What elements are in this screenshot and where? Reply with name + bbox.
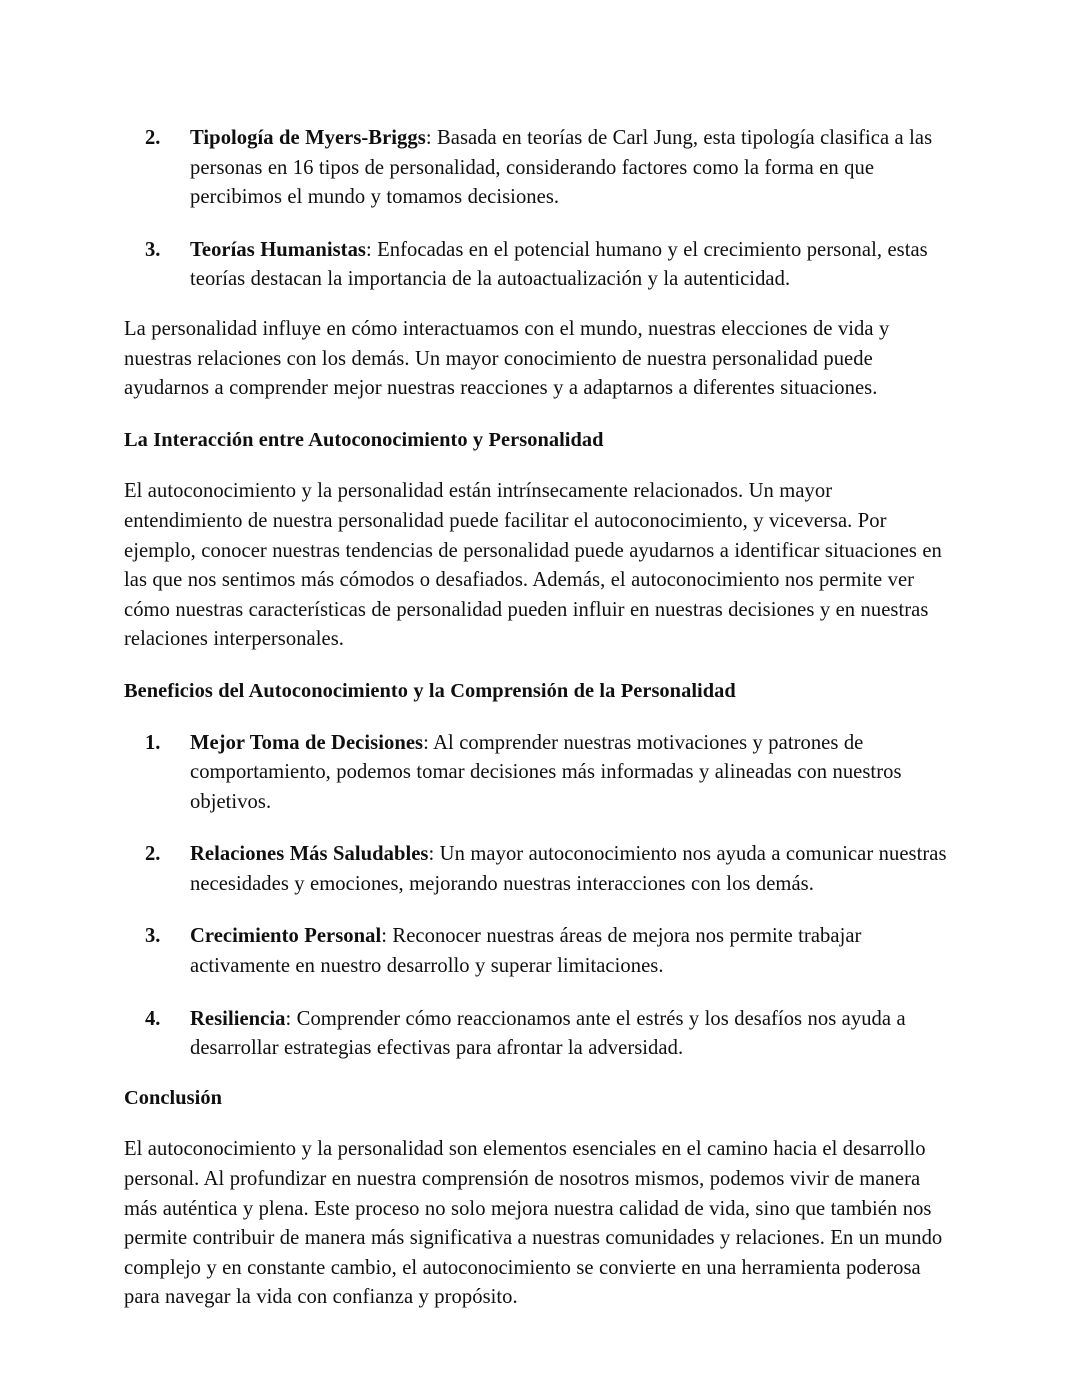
document-content [124,124,950,1313]
list-item-text [190,124,950,213]
list-item-marker: 3. [145,925,161,948]
list-item [124,236,950,295]
list-item-marker: 2. [145,127,161,149]
list-item-term: Teorías Humanistas [190,238,366,261]
list-item [124,124,950,213]
list-item-text [190,1005,950,1064]
list-item-body: : Un mayor autoconocimiento nos ayuda a comunicar nuestras necesidades y emociones, mejorando nuestras interacciones con los demás. [190,843,947,895]
paragraph-personalidad: La personalidad influye en cómo interactuamos con el mundo, nuestras elecciones de vida y nuestras relaciones con los demás. Un mayor conocimiento de nuestra personalidad puede ayudarnos a comprender mejor nuestras reacciones y a adaptarnos a diferentes situaciones. [124,317,890,400]
spacer [124,1064,950,1084]
paragraph-interaccion: El autoconocimiento y la personalidad están intrínsecamente relacionados. Un mayor entendimiento de nuestra personalidad puede facilitar el autoconocimiento, y viceversa. Por ejemplo, conocer nuestras tendencias de personalidad puede ayudarnos a identificar situaciones en las que nos sentimos más cómodos o desafiados. Además, el autoconocimiento nos permite ver cómo nuestras características de personalidad pueden influir en nuestras decisiones y en nuestras relaciones interpersonales. [124,480,942,651]
paragraph-conclusion: El autoconocimiento y la personalidad son elementos esenciales en el camino hacia el desarrollo personal. Al profundizar en nuestra comprensión de nosotros mismos, podemos vivir de manera más auténtica y plena. Este proceso no solo mejora nuestra calidad de vida, sino que también nos permite contribuir de manera más significativa a nuestras comunidades y relaciones. En un mundo complejo y en constante cambio, el autoconocimiento se convierte en una herramienta poderosa para navegar la vida con confianza y propósito. [124,1138,943,1309]
list-item-text [190,236,950,295]
list-item-text [190,922,950,981]
list-item-body: : Basada en teorías de Carl Jung, esta tipología clasifica a las personas en 16 tipos de personalidad, considerando factores como la forma en que percibimos el mundo y tomamos decisiones. [190,127,933,209]
heading-interaccion: La Interacción entre Autoconocimiento y Personalidad [124,428,604,451]
list-item [124,729,950,818]
heading-conclusion: Conclusión [124,1086,222,1109]
list-item-text [190,729,950,818]
heading-beneficios: Beneficios del Autoconocimiento y la Comprensión de la Personalidad [124,679,736,702]
spacer [124,295,950,315]
numbered-list-beneficios [124,729,950,1064]
list-item [124,922,950,981]
list-item-term: Mejor Toma de Decisiones [190,731,424,754]
list-item-body: : Comprender cómo reaccionamos ante el estrés y los desafíos nos ayuda a desarrollar estrategias efectivas para afrontar la adversidad. [190,1007,906,1060]
list-item-body: : Reconocer nuestras áreas de mejora nos permite trabajar activamente en nuestro desarrollo y superar limitaciones. [190,925,862,978]
list-item-body: : Al comprender nuestras motivaciones y patrones de comportamiento, podemos tomar decisiones más informadas y alineadas con nuestros objetivos. [190,731,902,813]
list-item-term: Resiliencia [190,1007,286,1030]
list-item-term: Relaciones Más Saludables [190,843,429,866]
list-item-term: Crecimiento Personal [190,925,382,948]
list-item-body: : Enfocadas en el potencial humano y el crecimiento personal, estas teorías destacan la importancia de la autoactualización y la autenticidad. [190,238,928,291]
list-item-marker: 3. [145,238,161,261]
list-item [124,1005,950,1064]
list-item-term: Tipología de Myers-Briggs [190,127,426,149]
list-item-marker: 1. [145,731,161,754]
numbered-list-teorias [124,124,950,295]
list-item [124,840,950,899]
list-item-marker: 4. [145,1007,161,1030]
list-item-text [190,840,950,899]
list-item-marker: 2. [145,843,161,866]
